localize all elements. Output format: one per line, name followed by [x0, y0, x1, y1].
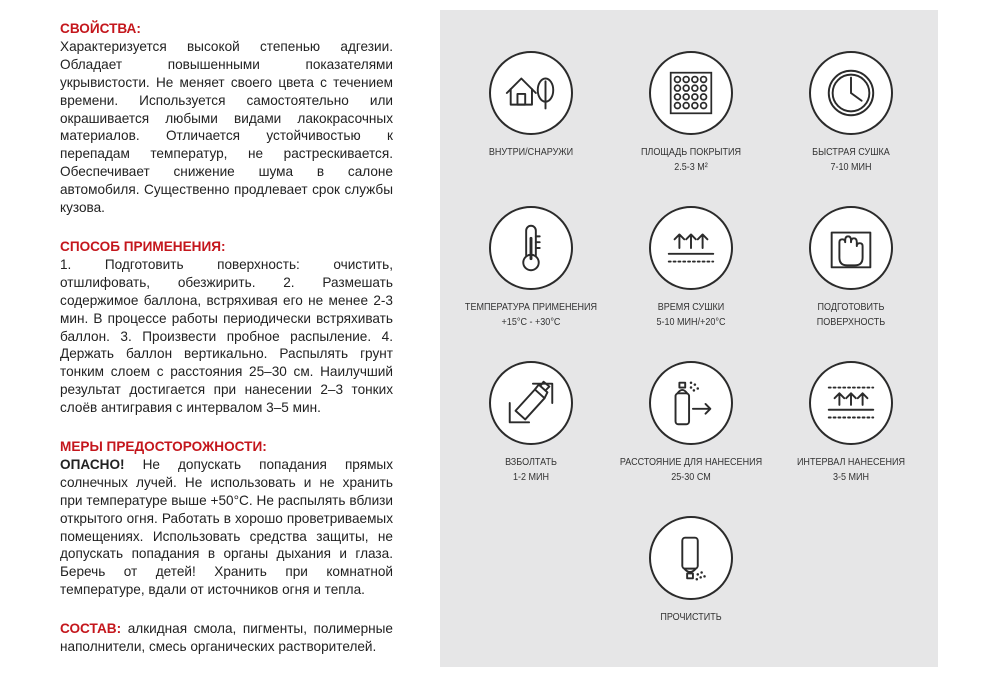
icon-label-line2: 3-5 МИН	[832, 471, 870, 483]
composition-text: алкидная смола, пигменты, полимерные наполнители, смесь органических растворителей.	[60, 621, 393, 655]
icon-item-drying-time	[606, 206, 776, 330]
icon-label-line1: ПОДГОТОВИТЬ	[817, 301, 885, 313]
precautions-body	[60, 456, 393, 599]
precautions-section	[60, 438, 393, 599]
clock-icon	[822, 64, 880, 122]
precautions-heading: МЕРЫ ПРЕДОСТОРОЖНОСТИ:	[60, 439, 267, 455]
layer-interval-icon	[822, 374, 880, 432]
icon-label-line1: ПРОЧИСТИТЬ	[660, 611, 722, 623]
icon-item-shake	[446, 361, 616, 485]
icon-item-indoor-outdoor	[446, 51, 616, 160]
icon-label-line2: 5-10 МИН/+20°С	[656, 316, 726, 328]
coverage-grid-icon	[662, 64, 720, 122]
icon-item-coverage	[606, 51, 776, 175]
house-tree-icon	[502, 64, 560, 122]
icon-item-temperature	[446, 206, 616, 330]
icon-label-line1: ИНТЕРВАЛ НАНЕСЕНИЯ	[796, 456, 906, 468]
spray-distance-icon	[662, 374, 720, 432]
icon-item-fast-drying	[766, 51, 936, 175]
icon-label-line1: ВЗБОЛТАТЬ	[505, 456, 557, 468]
icon-label-line2: 1-2 МИН	[512, 471, 550, 483]
application-section	[60, 238, 393, 417]
icon-label-line1: БЫСТРАЯ СУШКА	[812, 146, 890, 158]
properties-section	[60, 20, 393, 217]
properties-heading: СВОЙСТВА:	[60, 21, 141, 36]
application-heading: СПОСОБ ПРИМЕНЕНИЯ:	[60, 238, 226, 254]
icon-panel	[440, 10, 938, 667]
text-column	[60, 20, 393, 656]
icon-label-line1: ТЕМПЕРАТУРА ПРИМЕНЕНИЯ	[464, 301, 598, 313]
application-text: 1. Подготовить поверхность: очистить, отшлифовать, обезжирить. 2. Размешать содержимое баллона, встряхивая его не менее 2-3 мин. В процессе работы периодически встряхивать баллон. 3. Произвести пробное распыление. 4. Держать баллон вертикально. Распылять грунт тонким слоем с расстояния 25–30 см. Наилучший результат достигается при нанесении 2–3 тонких слоёв антигравия с интервалом 3–5 мин.	[60, 256, 393, 416]
icon-label-line2: 2.5-3 М²	[674, 161, 708, 173]
danger-label: ОПАСНО!	[60, 456, 125, 472]
icon-label-line2: 7-10 МИН	[830, 161, 872, 173]
properties-text: Характеризуется высокой степенью адгезии. Обладает повышенными показателями укрывистости. Не меняет своего цвета с течением времени. Используется самостоятельно или окрашивается любыми видами лакокрасочных материалов. Отличается устойчивостью к перепадам температур, не растрескивается. Обеспечивает снижение шума в салоне автомобиля. Существенно продлевает срок службы кузова.	[60, 38, 393, 216]
icon-label-line1: ВНУТРИ/СНАРУЖИ	[488, 146, 574, 158]
icon-item-interval	[766, 361, 936, 485]
thermometer-icon	[502, 219, 560, 277]
icon-label-line2: 25-30 СМ	[671, 471, 711, 483]
icon-item-spray-distance	[606, 361, 776, 485]
icon-label-line2: +15°С - +30°С	[501, 316, 561, 328]
icon-item-prepare-surface	[766, 206, 936, 330]
shake-can-icon	[502, 374, 560, 432]
icon-label-line1: ВРЕМЯ СУШКИ	[657, 301, 725, 313]
composition-heading: СОСТАВ:	[60, 621, 122, 637]
icon-item-clean	[606, 516, 776, 625]
glove-surface-icon	[822, 219, 880, 277]
composition-body	[60, 620, 393, 656]
precautions-text: Не допускать попадания прямых солнечных лучей. Не использовать и не хранить при температуре выше +50°C. Не распылять вблизи открытого огня. Работать в хорошо проветриваемых помещениях. Использовать средства защиты, не допускать попадания в органы дыхания и глаза. Беречь от детей! Хранить при комнатной температуре, вдали от источников огня и тепла.	[60, 456, 393, 598]
composition-section	[60, 620, 393, 656]
icon-label-line1: РАССТОЯНИЕ ДЛЯ НАНЕСЕНИЯ	[619, 456, 763, 468]
icon-label-line2: ПОВЕРХНОСТЬ	[816, 316, 886, 328]
drying-arrows-icon	[662, 219, 720, 277]
icon-label-line1: ПЛОЩАДЬ ПОКРЫТИЯ	[640, 146, 742, 158]
clean-nozzle-icon	[662, 529, 720, 587]
